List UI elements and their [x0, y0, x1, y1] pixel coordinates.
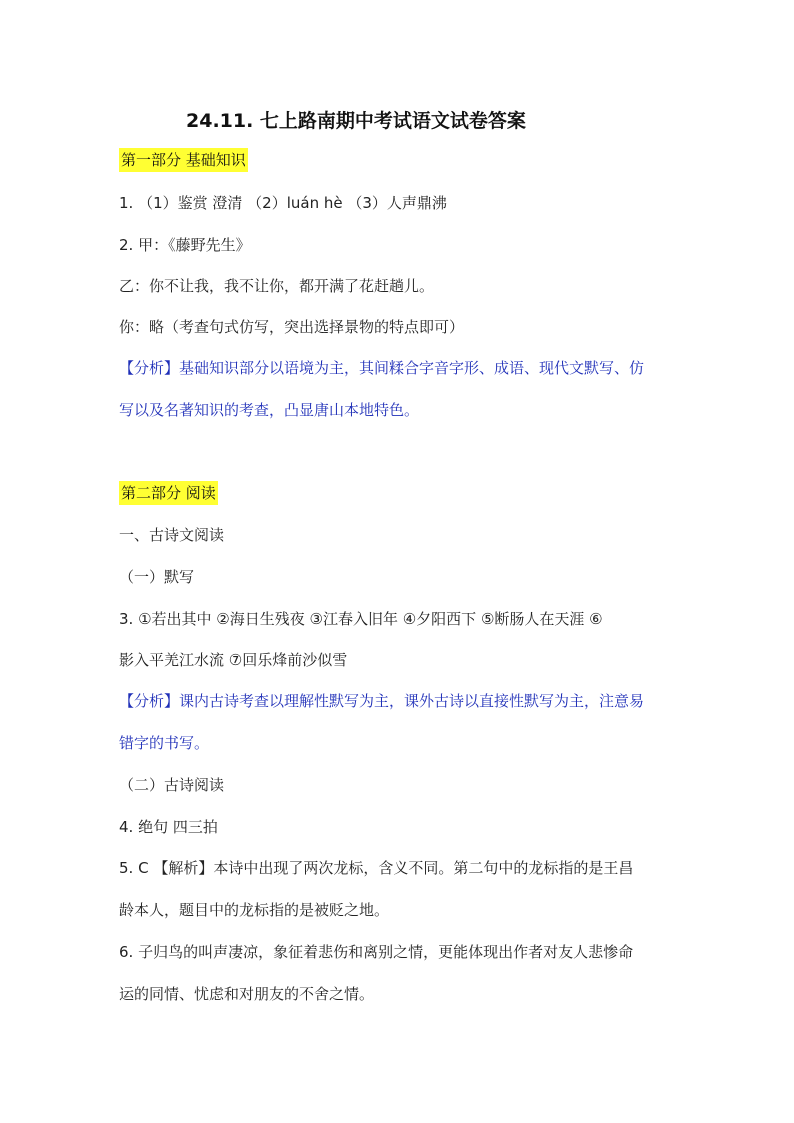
- part1-heading-line: [119, 148, 248, 172]
- q6-answer-line2: 运的同情、忧虑和对朋友的不舍之情。: [119, 985, 375, 1003]
- part2-heading-line: [119, 481, 218, 505]
- q3-answer-line1: 3. ①若出其中 ②海日生残夜 ③江春入旧年 ④夕阳西下 ⑤断肠人在天涯 ⑥: [119, 610, 603, 628]
- part2-heading: 第二部分 阅读: [119, 481, 218, 505]
- q5-answer-line2: 龄本人，题目中的龙标指的是被贬之地。: [119, 901, 390, 919]
- page-title: 24.11. 七上路南期中考试语文试卷答案: [186, 110, 526, 132]
- section1-heading: 一、古诗文阅读: [119, 526, 225, 544]
- part1-analysis-line1: 【分析】基础知识部分以语境为主，其间糅合字音字形、成语、现代文默写、仿: [119, 359, 645, 377]
- part1-analysis-line2: 写以及名著知识的考查，凸显唐山本地特色。: [119, 401, 420, 419]
- q2-yi-answer: 乙：你不让我，我不让你，都开满了花赶趟儿。: [119, 277, 435, 295]
- part1-heading: 第一部分 基础知识: [119, 148, 248, 172]
- sub1-heading: （一）默写: [119, 568, 195, 586]
- q3-answer-line2: 影入平羌江水流 ⑦回乐烽前沙似雪: [119, 651, 348, 669]
- part2-analysis-line2: 错字的书写。: [119, 734, 210, 752]
- q2-answer: 2. 甲：《藤野先生》: [119, 236, 251, 254]
- q4-answer: 4. 绝句 四三拍: [119, 818, 218, 836]
- q2-ni-answer: 你：略（考查句式仿写，突出选择景物的特点即可）: [119, 318, 465, 336]
- part2-analysis-line1: 【分析】课内古诗考查以理解性默写为主，课外古诗以直接性默写为主，注意易: [119, 692, 645, 710]
- q5-answer-line1: 5. C 【解析】本诗中出现了两次龙标，含义不同。第二句中的龙标指的是王昌: [119, 859, 634, 877]
- q6-answer-line1: 6. 子归鸟的叫声凄凉，象征着悲伤和离别之情，更能体现出作者对友人悲惨命: [119, 943, 634, 961]
- sub2-heading: （二）古诗阅读: [119, 776, 225, 794]
- q1-answer: 1. （1）鉴赏 澄清 （2）luán hè （3）人声鼎沸: [119, 194, 447, 212]
